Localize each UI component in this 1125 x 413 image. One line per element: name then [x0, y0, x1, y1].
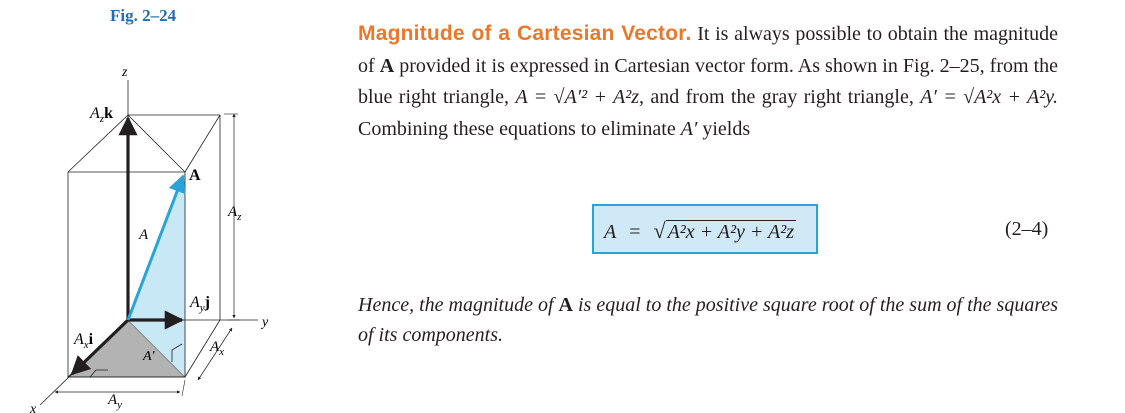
figure-caption: Fig. 2–24	[110, 6, 177, 25]
sqrt-icon: √	[653, 218, 666, 243]
tail-text: Combining these equations to eliminate	[358, 117, 676, 140]
equation-box	[592, 204, 818, 254]
section-text	[358, 18, 1058, 145]
label-azk: $A_zk$	[90, 105, 113, 125]
label-ayj: $A_yj$	[190, 294, 210, 314]
label-a-magnitude: A	[139, 227, 149, 243]
label-ay: $A_y$	[108, 392, 123, 411]
vector-figure	[0, 30, 330, 413]
main-paragraph	[358, 18, 1058, 145]
equation-rhs: A²x + A²y + A²z	[667, 221, 795, 243]
conclusion-text-2: is equal to the positive square root of the sum of the squares of its components.	[358, 294, 1059, 346]
y-axis-label: y	[262, 315, 269, 330]
label-ax: $A_x$	[210, 339, 225, 358]
label-axi: $A_xi$	[74, 331, 94, 351]
equation-number: (2–4)	[1005, 218, 1049, 240]
intro-text-2: provided it is expressed in Cartesian vector form. As shown in Fig. 2–25, from the blue right triangle,	[358, 54, 1059, 108]
conclusion-bold-a: A	[558, 294, 573, 316]
z-axis-label: z	[122, 65, 128, 80]
tail-var: A′	[680, 117, 698, 140]
label-vector-a: A	[189, 167, 201, 184]
x-axis-label: x	[30, 402, 37, 413]
equation-inline-2: A′ = √A²x + A²y.	[920, 86, 1059, 108]
equation-lhs: A	[604, 221, 617, 243]
equation-equals: =	[629, 221, 641, 243]
tail-end: yields	[702, 117, 751, 140]
label-az: $A_z$	[228, 204, 242, 223]
conclusion-text-1: Hence, the magnitude of	[358, 294, 554, 316]
mid-text: and from the gray right triangle,	[650, 86, 914, 108]
intro-text: It is always possible to obtain the magnitude of	[358, 23, 1059, 77]
section-heading: Magnitude of a Cartesian Vector.	[358, 22, 692, 45]
bold-a: A	[379, 54, 395, 77]
conclusion-paragraph	[358, 290, 1058, 350]
equation-inline-1: A = √A′² + A²z,	[515, 86, 644, 108]
label-a-prime: A′	[143, 349, 155, 364]
